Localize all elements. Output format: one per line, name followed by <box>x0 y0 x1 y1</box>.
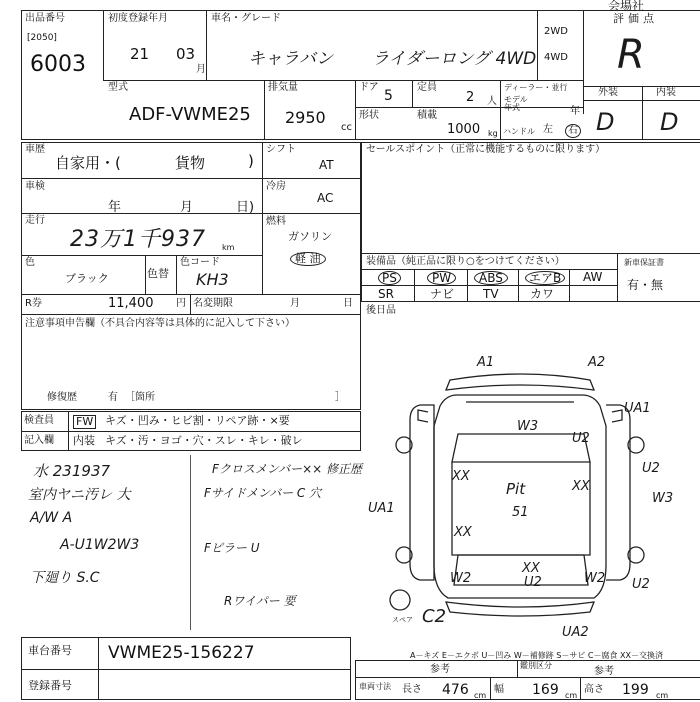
displacement-value: 2950 <box>285 108 326 127</box>
diagram-mark-pit: Pit <box>506 480 526 498</box>
notes-label: 注意事項申告欄（不具合内容等は具体的に記入して下さい） <box>25 318 295 329</box>
hand-note-9: Rワイパー 要 <box>224 594 296 608</box>
exterior-label: 外装 <box>598 87 618 98</box>
diagram-mark-u2-far: U2 <box>632 577 650 592</box>
warranty-value: 有・無 <box>627 278 664 292</box>
repair-label: 修復歴 <box>47 392 77 403</box>
hand-note-6: Fクロスメンバー×× 修正歴 <box>212 462 362 476</box>
registration-label: 登録番号 <box>28 679 72 692</box>
diagram-mark-w2-right: W2 <box>584 571 606 586</box>
diagram-mark-w3: W3 <box>517 419 539 434</box>
grade-label: 評価点 <box>613 12 658 25</box>
recycle-value: 11,400 <box>108 296 154 311</box>
legend-assess: 鑑別区分 <box>520 661 552 670</box>
color-code: KH3 <box>196 270 229 289</box>
diagram-mark-xx-right: XX <box>572 479 590 494</box>
equip-leather: カワ <box>530 287 555 301</box>
hand-note-1: 水 231937 <box>33 462 111 480</box>
first-registration-month-unit: 月 <box>196 64 206 75</box>
sales-point-label: セールスポイント（正常に機能するものに限ります） <box>366 144 606 155</box>
hand-note-5: 下廻り S.C <box>30 570 100 586</box>
hand-note-3: A/W A <box>30 510 73 526</box>
equip-airbag: エアB <box>525 271 565 285</box>
legend-codes: A－キズ E－エクボ U－凹み W－補修跡 S－サビ C－腐食 XX－交換済 <box>410 651 664 660</box>
diagram-spare-label: スペア <box>392 616 413 624</box>
car-name: キャラバン <box>248 49 333 69</box>
color-change: 色替 <box>147 267 169 280</box>
inspection-month: 月 <box>180 200 194 215</box>
car-grade: ライダーロング 4WD <box>372 49 537 69</box>
diagram-mark-a2: A2 <box>588 355 606 370</box>
diagram-mark-a1: A1 <box>477 355 495 370</box>
capacity-value: 2 <box>466 90 475 105</box>
handle-right: 右 <box>565 124 581 138</box>
color-label: 色 <box>25 257 35 268</box>
diagram-mark-w2-left: W2 <box>450 571 472 586</box>
dims-height: 199 <box>622 682 649 698</box>
drive-2wd: 2WD <box>544 26 568 37</box>
inspection-year: 年 <box>108 200 122 215</box>
grade-score: R <box>617 32 645 78</box>
fuel-gas: ガソリン <box>288 230 332 243</box>
recycle-label: R券 <box>25 298 42 309</box>
displacement-unit: cc <box>341 122 352 133</box>
hand-note-8: Fピラー U <box>204 541 260 555</box>
load-label: 積載 <box>417 110 437 121</box>
equip-tv: TV <box>483 287 499 301</box>
diagram-mark-ua2: UA2 <box>562 625 589 640</box>
usage-label: 車歴 <box>25 144 45 155</box>
model-label: 型式 <box>108 82 128 93</box>
company-name: 会場社 <box>608 0 645 13</box>
hand-note-2: 室内ヤニ汚レ 大 <box>28 487 131 503</box>
usage-type: 貨物 <box>175 154 206 172</box>
diagram-mark-xx-center: XX <box>522 561 540 576</box>
fuel-diesel: 軽 油 <box>290 252 326 266</box>
equipment-label: 装備品（純正品に限り○をつけてください） <box>366 256 565 267</box>
dims-height-label: 高さ <box>584 684 604 695</box>
dims-width-unit: cm <box>565 691 578 700</box>
car-name-label: 車名・グレード <box>211 13 281 24</box>
repair-value: 有 <box>108 392 118 403</box>
model-value: ADF-VWME25 <box>129 104 251 125</box>
capacity-label: 定員 <box>417 82 437 93</box>
diagram-mark-xx-lower: XX <box>454 525 472 540</box>
legend-ref-1: 参考 <box>430 664 450 675</box>
inspection-day: 日) <box>236 200 255 215</box>
first-registration-month: 03 <box>176 45 196 63</box>
inspector-label: 検査員 <box>24 415 54 426</box>
repair-place: ［箇所 <box>125 392 155 403</box>
name-change-day: 日 <box>343 298 353 309</box>
doors-value: 5 <box>384 88 393 104</box>
capacity-unit: 人 <box>487 96 497 107</box>
mileage-unit: km <box>222 243 235 252</box>
dims-prefix: 車両寸法 <box>359 682 391 691</box>
usage-close: ) <box>248 152 254 170</box>
warranty-label: 新車保証書 <box>624 258 664 267</box>
diagram-mark-51: 51 <box>512 505 529 520</box>
car-damage-diagram <box>362 350 700 640</box>
diagram-mark-xx-left: XX <box>452 469 470 484</box>
drive-4wd: 4WD <box>544 52 568 63</box>
diagram-mark-u2-rear: U2 <box>524 575 542 590</box>
lot-sub: [2050] <box>27 33 57 43</box>
equip-navi: ナビ <box>430 287 455 301</box>
dims-length-unit: cm <box>474 691 487 700</box>
name-change-label: 名変期限 <box>193 298 233 309</box>
shift-label: シフト <box>266 144 296 155</box>
entry-label: 記入欄 <box>24 435 54 446</box>
handle-label: ハンドル <box>503 127 535 136</box>
interior-score: D <box>660 108 679 136</box>
model-year-label: モデル年式 <box>504 95 528 112</box>
entry-inner: 内装 <box>73 434 95 447</box>
handle-left: 左 <box>543 124 553 135</box>
load-value: 1000 <box>447 122 481 137</box>
usage-value: 自家用・( <box>55 154 121 172</box>
chassis-value: VWME25-156227 <box>108 643 255 663</box>
equip-abs: ABS <box>474 271 508 285</box>
recycle-unit: 円 <box>176 298 186 309</box>
interior-label: 内装 <box>656 87 676 98</box>
shift-value: AT <box>319 158 334 172</box>
model-year-unit: 年 <box>570 106 580 117</box>
hand-note-7: Fサイドメンバー C 穴 <box>204 486 322 500</box>
displacement-label: 排気量 <box>268 82 298 93</box>
dims-width: 169 <box>532 682 559 698</box>
dims-length-label: 長さ <box>402 684 422 695</box>
equip-pw: PW <box>427 271 456 285</box>
inspector-codes: キズ・凹み・ヒビ割・リペア跡・×要 <box>105 414 290 427</box>
diagram-mark-ua1: UA1 <box>624 401 651 416</box>
diagram-mark-ua1-left: UA1 <box>368 501 395 516</box>
equip-ps: PS <box>378 271 401 285</box>
exterior-score: D <box>596 108 615 136</box>
diagram-mark-w3-right: W3 <box>652 491 674 506</box>
diagram-mark-u2: U2 <box>572 431 590 446</box>
dims-length: 476 <box>442 682 469 698</box>
lot-label: 出品番号 <box>25 13 65 24</box>
entry-codes: キズ・汚・ヨゴ・穴・スレ・キレ・破レ <box>105 434 303 447</box>
lot-number: 6003 <box>30 52 86 77</box>
aircon-value: AC <box>317 191 334 205</box>
shape-label: 形状 <box>359 110 379 121</box>
dims-width-label: 幅 <box>494 684 504 695</box>
chassis-label: 車台番号 <box>28 644 72 657</box>
mileage-label: 走行 <box>25 215 45 226</box>
legend-ref-2: 参考 <box>594 666 614 677</box>
aircon-label: 冷房 <box>266 181 286 192</box>
diagram-mark-c2: C2 <box>422 606 447 627</box>
later-label: 後日品 <box>366 305 396 316</box>
first-registration-label: 初度登録年月 <box>108 13 168 24</box>
fuel-label: 燃料 <box>266 216 286 227</box>
name-change-month: 月 <box>290 298 300 309</box>
equip-aw: AW <box>583 270 603 284</box>
diagram-mark-u2-right: U2 <box>642 461 660 476</box>
equip-sr: SR <box>378 287 394 301</box>
load-unit: kg <box>488 129 498 138</box>
repair-close: ］ <box>335 392 345 403</box>
first-registration-year: 21 <box>130 45 150 63</box>
hand-note-4: A-U1W2W3 <box>60 537 140 553</box>
color-code-label: 色コード <box>180 257 220 268</box>
mileage-value: 23万1千937 <box>70 227 206 252</box>
inspection-label: 車検 <box>25 181 45 192</box>
dealer-label: ディーラー・並行 <box>504 83 568 92</box>
doors-label: ドア <box>359 82 379 93</box>
dims-height-unit: cm <box>656 691 669 700</box>
inspector-fw: FW <box>73 415 96 429</box>
color-value: ブラック <box>65 272 109 285</box>
